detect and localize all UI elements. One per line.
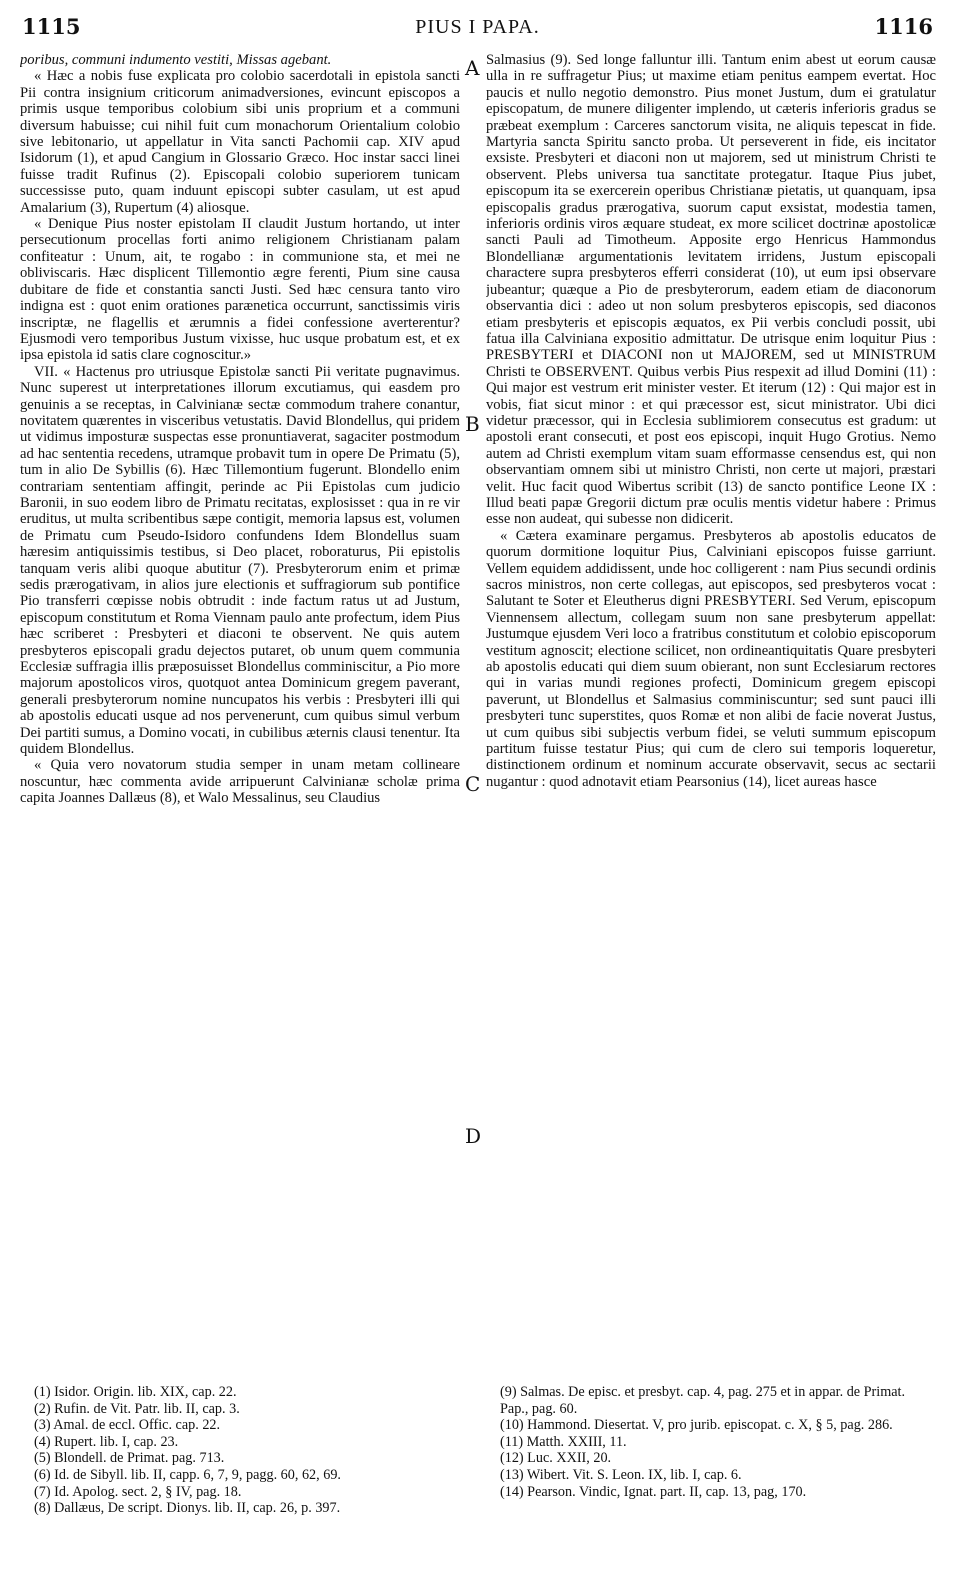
footnote: (14) Pearson. Vindic, Ignat. part. II, cap. 13, pag, 170. — [500, 1483, 807, 1500]
paragraph: « Hæc a nobis fuse explicata pro colobio sacerdotali in epistola sancti Pii contra insignium criticorum animadversiones, evincunt episcopos a primis usque temporibus colobium sibi unis proprium et a communi diversum habuisse; cui nihil fuit cum monachorum Orientalium colobio sive lebitonario, ut appellatur in Vita sancti Pachomii cap. XIV apud Isidorum (1), et apud Cangium in Glossario Græco. Hoc instar sacci linei fuisse tradit Rufinus (2). Episcopali colobio superiorem tunicam successisse puto, quam induunt episcopi subter casulam, ut est apud Amalarium (3), Rupertum (4) aliosque. — [20, 68, 460, 216]
footnote: (13) Wibert. Vit. S. Leon. IX, lib. I, cap. 6. — [500, 1466, 742, 1483]
paragraph: « Denique Pius noster epistolam II claudit Justum hortando, ut inter persecutionum procellas forti animo religionem Christianam palam confiteatur : Unum, ait, te rogabo : in communione sta, et mei ne obliviscaris. Hæc displicent Tillemontio ægre ferenti, Pium sine causa dubitare de fide et constantia sancti Justi. Sed hæc censura tanto viro indigna est : quot enim orationes parænetica occurrunt, sanctissimis viris inscriptæ, ne flagellis et ærumnis a fidei confessione averterentur? Ejusmodi vero temporibus Justum vixisse, huc usque probatum est, et ex ipsa epistola id satis clare cognoscitur.» — [20, 216, 460, 364]
footnote: (11) Matth. XXIII, 11. — [500, 1433, 627, 1450]
paragraph: VII. « Hactenus pro utriusque Epistolæ sancti Pii veritate pugnavimus. Nunc superest ut interpretationes illorum excutiamus, qui easdem pro genuinis a se receptas, in Calvinianæ sectæ commodum trahere conantur, novitatem quærentes in visceribus vetustatis. David Blondellus, qui pridem ut vidimus imposturæ suspectas esse pronuntiaverat, sagaciter postmodum ad hac sententia recedens, utramque probavit tum in opere De Primatu (5), tum in alio De Sybillis (6). Hæc Tillemontium fugerunt. Blondello enim contrariam sententiam affingit, perinde ac Pii Epistolas cum judicio Baronii, in suo eodem libro de Primatu recitatas, explosisset : qua in re vir eruditus, ut multa scribentibus sæpe contigit, memoria lapsus est, volumen de Primatu cum Pseudo-Isidoro confundens Idem Blondellus suam hæresim antiquissimis testibus, si Deo placet, roboraturus, Pii epistolis tanquam veris alibi quoque abutitur (7). Presbyterorum enim et primæ sedis prærogativam, in alios jure electionis et suffragiorum sub pontifice Pio transferri cœpisse nobis obtrudit : inde factum ratus ut ad Justum, episcopum constitutum et Roma Viennam paulo ante profectum, idem Pius hæc scriberet : Presbyteri et diaconi te observent. Ne quis autem presbyteros episcopali gradu dejectos putaret, ob unum quem communia Ecclesiæ suffragia illis præposuisset Blondellus comminiscitur, a Pio more majorum apostolicos viros, quotquot antea Dominicum gregem paverant, generali presbyterorum nomine nuncupatos his verbis : Presbyteri illi qui ab apostolis educati usque ad nos pervenerunt, cum quibus simul verbum Dei partiti sumus, a Domino vocati, in cubilibus æternis clausi tenentur. Ita quidem Blondellus. — [20, 363, 460, 758]
footnote: (8) Dallæus, De script. Dionys. lib. II, cap. 26, p. 397. — [34, 1500, 341, 1517]
footnote: (3) Amal. de eccl. Offic. cap. 22. — [34, 1417, 221, 1434]
running-title: PIUS I PAPA. — [415, 16, 540, 38]
footnote: (7) Id. Apolog. sect. 2, § IV, pag. 18. — [34, 1483, 242, 1500]
footnote: (2) Rufin. de Vit. Patr. lib. II, cap. 3. — [34, 1400, 240, 1417]
paragraph: « Cætera examinare pergamus. Presbyteros ab apostolis educatos de quorum dormitione loquitur Pius, Calviniani episcopos fuisse garriunt. Vellem equidem addidissent, unde hoc colligerent : nam Pius secundi ordinis sacros ministros, non certe collegas, aut episcopos, sed presbyteros vocat : Salutant te Soter et Eleutherus digni PRESBYTERI. Sed Verum, episcopum Viennensem allectum, collegam suum non sane presbyterum appellat: Justumque ejusdem Veri loco a fratribus constitutum et colobio episcoporum vestitum agnoscit; electione scilicet, non ordineantiquitatis Quare presbyteri ab apostolis educati qui diem suum obierant, non sunt Ecclesiarum rectores qui in varias mundi regiones profecti, Dominicum gregem episcopi paverunt, ut Blondellus et Salmasius comminiscuntur; sed sunt pauci illi presbyteri tunc superstites, quos Romæ et non alibi de facie noverat Justus, ut cum quibus sibi subjectis verbum fidei, se veluti summum episcopum partitum fuisse testatur Pius; qui cum de clero sui temporis loqueretur, distinctionem ordinum et nominum accurate observavit, secus ac sectarii nugantur : quod adnotavit etiam Pearsonius (14), licet aureas hasce — [486, 527, 936, 790]
paragraph: Salmasius (9). Sed longe falluntur illi. Tantum enim abest ut eorum causæ ulla in re suffragetur Pius; ut maxime etiam penitus eampem evertat. Hoc paucis et nullo negotio demonstro. Pius monet Justum, dum ei gratulatur episcopatum, de munere diligenter implendo, ut cæteris inferioris gradus se præbeat exemplum : Carceres sanctorum visita, ne aliquis tepescat in fide. Martyria sancta Spiritu sancto proba. Ut perseverent in fide, eis incitator exsiste. Presbyteri et diaconi non ut majorem, sed ut ministrum Christi te observent. Plebs universa tua sanctitate protegatur. Itaque Pius jubet, episcopum ita se exercerein operibus Christianæ pietatis, ut quanquam, ipsa episcopalis gradus prærogativa, suorum caput exsistat, modestia tamen, inferioris ordinis viros æquare studeat, ex more scilicet doctrinæ apostolicæ sancti Pauli ad Timotheum. Apposite ergo Henricus Hammondus Blondellianæ argumentationis levitatem irridens, Justum episcopali charactere supra presbyteros efferri considerat (10), ut eum ipsi observare jubeantur; quæque a Pio de presbyterorum, eadem etiam de diaconorum observantia dici : adeo ut non solum presbyteros episcopis, sed diaconos etiam presbyteris et episcopis æquatos, ex Pii verbis concludi possit, ubi fatua illa Calviniana expositio admittatur. De utrisque enim loquitur Pius : PRESBYTERI et DIACONI non ut MAJOREM, sed ut MINISTRUM Christi te OBSERVENT. Quibus verbis Pius respexit ad illud Domini (11) : Qui major est vestrum erit minister vester. Et iterum (12) : Qui major est in vobis, fiat sicut minor : et qui præcessor est, sicut ministrator. Ubi dici videtur præcessor, qui in Ecclesia sublimiorem consecutus est gradum: ut apostoli erant consecuti, et post eos episcopi, inquit Hugo Grotius. Nemo autem ad Christi exemplum vitam suam efformasse censendus est, qui non observantiam omnem sibi ut ministro Christi, non certe ut majori, præstari velit. Huc facit quod Wibertus scribit (13) de sancto pontifice Leone IX : Illud beati papæ Gregorii dictum præ oculis mentis videtur habere : Primus esse non audeat, qui subesse non didicerit. — [486, 52, 936, 528]
margin-marker-d: D — [465, 1124, 482, 1148]
paragraph: « Quia vero novatorum studia semper in unam metam collineare noscuntur, hæc commenta avide arripuerunt Calvinianæ scholæ prima capita Joannes Dallæus (8), et Walo Messalinus, seu Claudius — [20, 757, 460, 807]
margin-marker-a: A — [465, 56, 480, 80]
footnote: (5) Blondell. de Primat. pag. 713. — [34, 1450, 225, 1467]
footnote: (1) Isidor. Origin. lib. XIX, cap. 22. — [34, 1384, 237, 1400]
left-column — [20, 52, 460, 1552]
footnotes-right — [486, 1384, 936, 1500]
footnote: (10) Hammond. Diesertat. V, pro jurib. episcopat. c. X, § 5, pag. 286. — [500, 1417, 893, 1434]
right-column — [486, 52, 936, 1552]
right-page-number: 1116 — [874, 14, 933, 39]
paragraph: poribus, communi indumento vestiti, Missas agebant. — [20, 52, 332, 68]
footnote: (6) Id. de Sibyll. lib. II, capp. 6, 7, 9, pagg. 60, 62, 69. — [34, 1466, 341, 1483]
margin-marker-b: B — [465, 412, 480, 436]
footnote: (12) Luc. XXII, 20. — [500, 1450, 612, 1467]
footnote: (9) Salmas. De episc. et presbyt. cap. 4, pag. 275 et in appar. de Primat. Pap., pag. 60. — [500, 1384, 906, 1417]
running-header — [22, 14, 933, 42]
footnote: (4) Rupert. lib. I, cap. 23. — [34, 1433, 179, 1450]
left-page-number: 1115 — [22, 14, 81, 39]
footnotes-left — [20, 1384, 460, 1517]
margin-marker-c: C — [465, 772, 481, 796]
